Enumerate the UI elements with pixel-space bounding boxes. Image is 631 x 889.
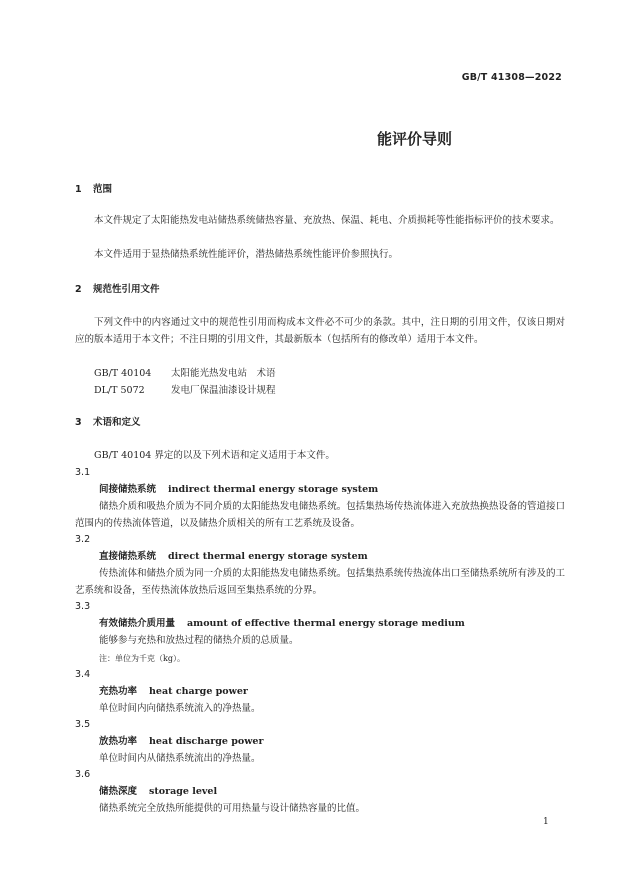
document-title: 能评价导则 — [377, 130, 453, 148]
term-heading — [75, 617, 589, 631]
section-heading-scope — [75, 183, 565, 197]
term-number: 3.5 — [75, 719, 91, 730]
term-definition: 单位时间内从储热系统流出的净热量。 — [99, 753, 261, 764]
term-chinese: 直接储热系统 — [99, 551, 157, 562]
term-number: 3.6 — [75, 769, 91, 780]
term-english: indirect thermal energy storage system — [168, 484, 379, 495]
term-number: 3.4 — [75, 669, 91, 680]
paragraph: 下列文件中的内容通过文中的规范性引用而构成本文件必不可少的条款。其中，注日期的引用文件，仅该日期对应的版本适用于本文件；不注日期的引用文件，其最新版本（包括所有的修改单）适用于本文件。 — [75, 317, 565, 345]
reference-code: DL/T 5072 — [94, 385, 145, 396]
reference-item — [75, 382, 584, 399]
term-definition: 传热流体和储热介质为同一介质的太阳能热发电储热系统。包括集热系统传热流体出口至储热系统所有涉及的工艺系统和设备，至传热流体放热后返回至集热系统的分界。 — [75, 568, 565, 596]
term-definition: 单位时间内向储热系统流入的净热量。 — [99, 703, 261, 714]
term-english: storage level — [149, 786, 218, 797]
term-definition: 储热介质和吸热介质为不同介质的太阳能热发电储热系统。包括集热场传热流体进入充放热换热设备的管道接口范围内的传热流体管道，以及储热介质相关的所有工艺系统及设备。 — [75, 501, 565, 529]
term-definition: 储热系统完全放热所能提供的可用热量与设计储热容量的比值。 — [99, 803, 366, 814]
section-title: 术语和定义 — [93, 417, 141, 428]
term-chinese: 有效储热介质用量 — [99, 618, 176, 629]
term-heading — [75, 550, 589, 564]
term-note: 注：单位为千克（kg）。 — [99, 654, 185, 663]
reference-code: GB/T 40104 — [94, 368, 152, 379]
reference-item — [75, 365, 584, 382]
section-title: 规范性引用文件 — [93, 284, 160, 295]
paragraph: 本文件规定了太阳能热发电站储热系统储热容量、充放热、保温、耗电、介质损耗等性能指标评价的技术要求。 — [94, 215, 560, 226]
term-chinese: 放热功率 — [99, 736, 138, 747]
term-number: 3.2 — [75, 534, 91, 545]
paragraph: GB/T 40104 界定的以及下列术语和定义适用于本文件。 — [94, 450, 335, 461]
reference-title: 发电厂保温油漆设计规程 — [171, 385, 276, 396]
section-number: 3 — [75, 417, 82, 428]
section-title: 范围 — [93, 184, 113, 195]
term-heading — [75, 685, 589, 699]
term-number: 3.1 — [75, 467, 91, 478]
term-english: amount of effective thermal energy storage medium — [187, 618, 465, 629]
standard-code: GB/T 41308—2022 — [461, 72, 562, 83]
term-heading — [75, 483, 589, 497]
section-heading-terms — [75, 416, 565, 430]
section-heading-normative-references — [75, 283, 565, 297]
term-chinese: 充热功率 — [99, 686, 138, 697]
page-number: 1 — [543, 817, 549, 827]
term-chinese: 储热深度 — [99, 786, 138, 797]
term-chinese: 间接储热系统 — [99, 484, 157, 495]
section-number: 1 — [75, 184, 82, 195]
section-number: 2 — [75, 284, 82, 295]
term-english: heat charge power — [149, 686, 248, 697]
paragraph: 本文件适用于显热储热系统性能评价，潜热储热系统性能评价参照执行。 — [94, 249, 399, 260]
term-definition: 能够参与充热和放热过程的储热介质的总质量。 — [99, 635, 299, 646]
reference-title: 太阳能光热发电站 术语 — [171, 368, 276, 379]
term-heading — [75, 785, 589, 799]
term-english: heat discharge power — [149, 736, 264, 747]
term-heading — [75, 735, 589, 749]
term-number: 3.3 — [75, 601, 91, 612]
term-english: direct thermal energy storage system — [168, 551, 368, 562]
